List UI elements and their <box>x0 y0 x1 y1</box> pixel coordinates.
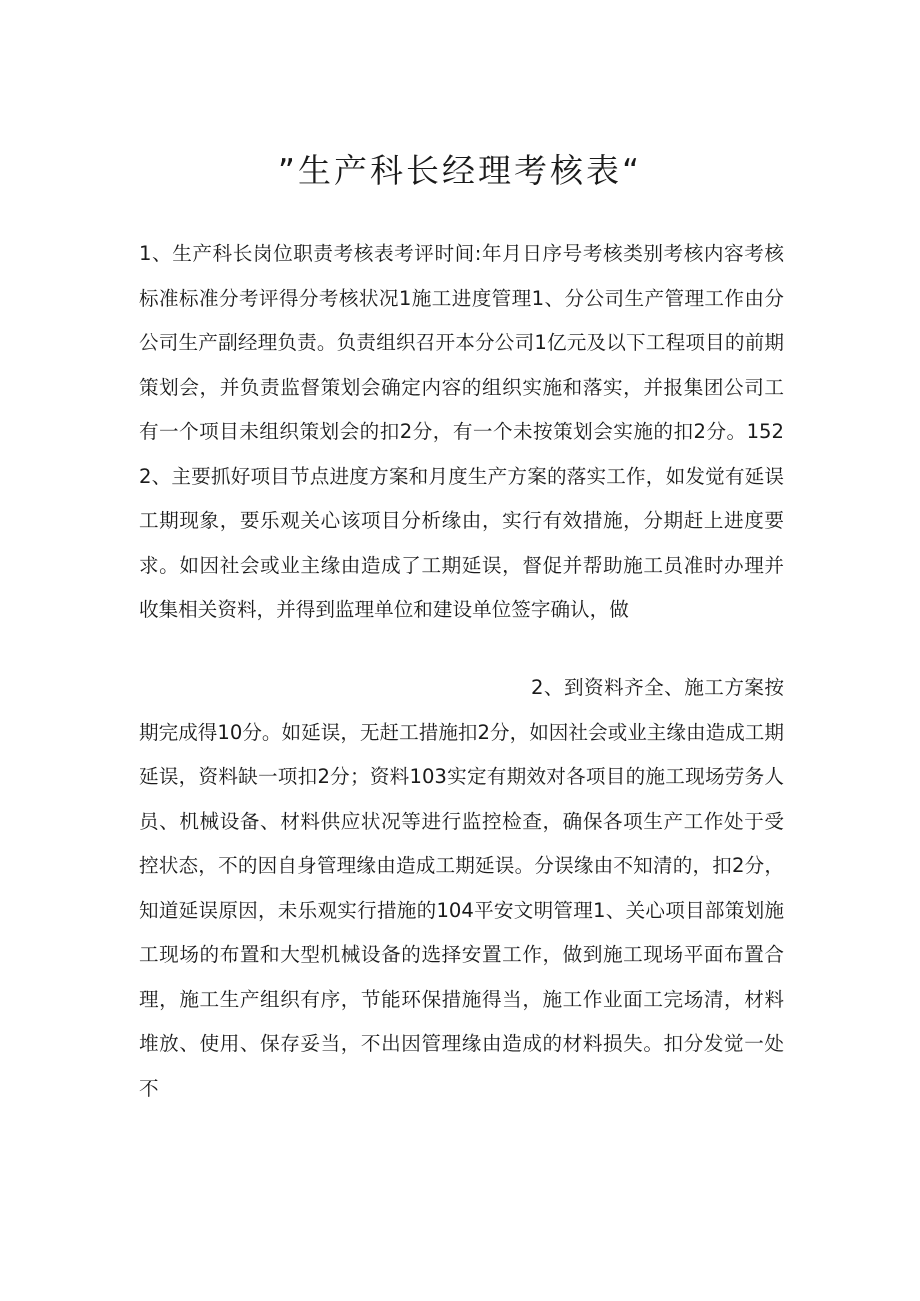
body-paragraph-2: 2、到资料齐全、施工方案按期完成得10分。如延误，无赶工措施扣2分，如因社会或业主缘由造成工期延误，资料缺一项扣2分；资料103实定有期效对各项目的施工现场劳务人员、机械设备、材料供应状况等进行监控检查，确保各项生产工作处于受控状态，不的因自身管理缘由造成工期延误。分误缘由不知清的，扣2分，知道延误原因，未乐观实行措施的104平安文明管理1、关心项目部策划施工现场的布置和大型机械设备的选择安置工作，做到施工现场平面布置合理，施工生产组织有序，节能环保措施得当，施工作业面工完场清，材料堆放、使用、保存妥当，不出因管理缘由造成的材料损失。扣分发觉一处不 <box>139 676 784 1100</box>
body-paragraph-1: 1、生产科长岗位职责考核表考评时间:年月日序号考核类别考核内容考核标准标准分考评得分考核状况1施工进度管理1、分公司生产管理工作由分公司生产副经理负责。负责组织召开本分公司1亿元及以下工程项目的前期策划会，并负责监督策划会确定内容的组织实施和落实，并报集团公司工有一个项目未组织策划会的扣2分，有一个未按策划会实施的扣2分。1522、主要抓好项目节点进度方案和月度生产方案的落实工作，如发觉有延误工期现象，要乐观关心该项目分析缘由，实行有效措施，分期赶上进度要求。如因社会或业主缘由造成了工期延误，督促并帮助施工员准时办理并收集相关资料，并得到监理单位和建设单位签字确认，做 <box>139 242 784 621</box>
document-title: ”生产科长经理考核表“ <box>277 151 643 190</box>
